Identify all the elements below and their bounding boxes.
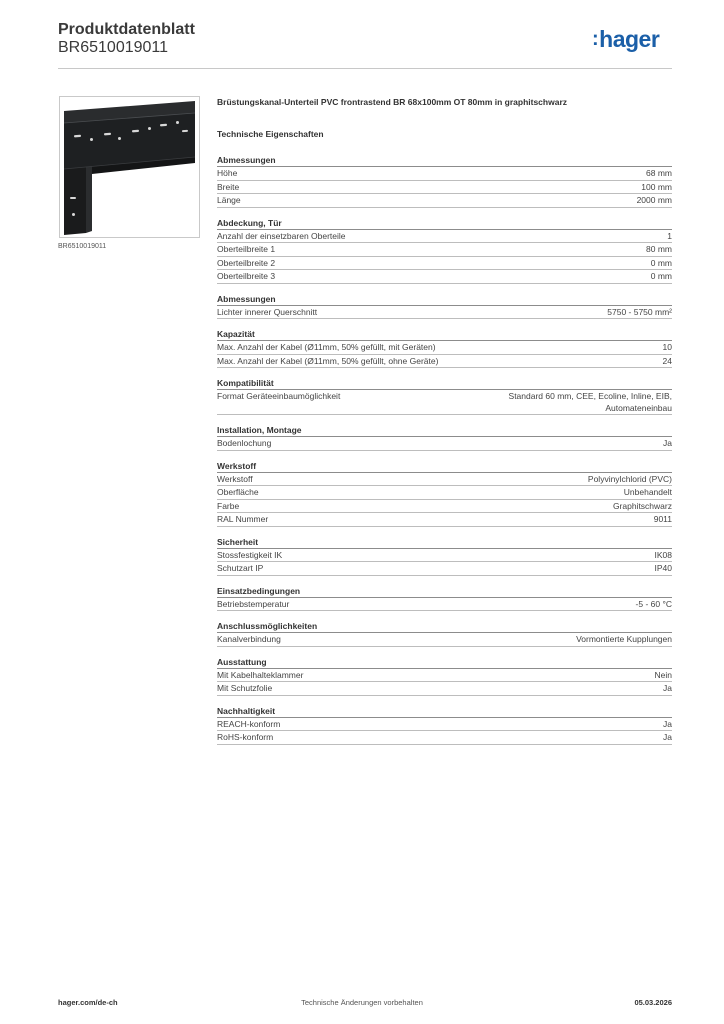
- property-label: RoHS-konform: [217, 732, 274, 742]
- property-label: Lichter innerer Querschnitt: [217, 306, 318, 317]
- property-label: Anzahl der einsetzbaren Oberteile: [217, 230, 346, 241]
- property-section: [217, 536, 672, 576]
- property-value: 1: [667, 230, 672, 241]
- property-label: Breite: [217, 181, 240, 192]
- property-section: [217, 705, 672, 745]
- property-row: [217, 355, 672, 369]
- property-value: 68 mm: [646, 168, 672, 178]
- property-label: Max. Anzahl der Kabel (Ø11mm, 50% gefüllt, ohne Geräte): [217, 355, 439, 366]
- property-value: 10: [662, 342, 672, 352]
- property-row: [217, 306, 672, 320]
- property-label: RAL Nummer: [217, 514, 269, 524]
- property-label: Oberteilbreite 3: [217, 271, 276, 281]
- property-row: [217, 513, 672, 527]
- property-row: [217, 390, 672, 415]
- property-value: -5 - 60 °C: [635, 598, 672, 609]
- property-row: [217, 243, 672, 257]
- property-row: [217, 181, 672, 195]
- section-heading: Werkstoff: [217, 460, 672, 473]
- property-row: [217, 167, 672, 181]
- property-label: Mit Kabelhalteklammer: [217, 669, 304, 680]
- property-label: Schutzart IP: [217, 563, 264, 573]
- section-heading: Abmessungen: [217, 293, 672, 306]
- property-label: Betriebstemperatur: [217, 598, 290, 609]
- property-label: Stossfestigkeit IK: [217, 549, 283, 560]
- property-section: [217, 460, 672, 527]
- property-value: Ja: [663, 732, 672, 742]
- section-heading: Nachhaltigkeit: [217, 705, 672, 718]
- section-heading: Abmessungen: [217, 154, 672, 167]
- property-row: [217, 500, 672, 514]
- property-value: Nein: [654, 669, 672, 680]
- property-row: [217, 598, 672, 612]
- property-value: 9011: [653, 514, 672, 524]
- property-row: [217, 718, 672, 732]
- footer-notice: Technische Änderungen vorbehalten: [301, 998, 423, 1007]
- property-section: [217, 656, 672, 696]
- section-heading: Kapazität: [217, 328, 672, 341]
- product-title: Brüstungskanal-Unterteil PVC frontrastend BR 68x100mm OT 80mm in graphitschwarz: [217, 97, 568, 107]
- property-label: Oberfläche: [217, 487, 259, 497]
- property-label: Oberteilbreite 1: [217, 244, 276, 254]
- main-content: [217, 96, 672, 754]
- section-heading: Ausstattung: [217, 656, 672, 669]
- property-label: Farbe: [217, 500, 240, 511]
- property-row: [217, 341, 672, 355]
- property-row: [217, 473, 672, 487]
- property-value: Polyvinylchlorid (PVC): [587, 473, 672, 484]
- property-section: [217, 328, 672, 368]
- property-section: [217, 585, 672, 612]
- property-label: Oberteilbreite 2: [217, 257, 276, 268]
- property-value: Ja: [663, 438, 672, 448]
- property-value: 0 mm: [650, 271, 672, 281]
- section-heading: Abdeckung, Tür: [217, 217, 672, 230]
- logo-colon-mark: :: [592, 28, 599, 50]
- property-section: [217, 424, 672, 451]
- property-section: [217, 217, 672, 284]
- section-heading: Anschlussmöglichkeiten: [217, 620, 672, 633]
- section-heading: Kompatibilität: [217, 377, 672, 390]
- property-value: 24: [662, 355, 672, 366]
- property-value: Vormontierte Kupplungen: [576, 634, 672, 644]
- property-row: [217, 562, 672, 576]
- property-row: [217, 486, 672, 500]
- property-row: [217, 194, 672, 208]
- property-value: 2000 mm: [636, 195, 672, 205]
- property-value: IK08: [654, 549, 672, 560]
- property-label: Werkstoff: [217, 473, 253, 484]
- property-section: [217, 620, 672, 647]
- section-heading: Einsatzbedingungen: [217, 585, 672, 598]
- property-section: [217, 154, 672, 208]
- property-row: [217, 270, 672, 284]
- logo-text: hager: [599, 26, 660, 52]
- property-row: [217, 669, 672, 683]
- image-caption: BR6510019011: [58, 243, 107, 250]
- property-sections: [217, 154, 672, 745]
- property-label: Höhe: [217, 168, 238, 178]
- product-image: [59, 96, 200, 238]
- property-row: [217, 731, 672, 745]
- property-row: [217, 633, 672, 647]
- property-value: IP40: [654, 563, 672, 573]
- header-divider: [58, 68, 672, 69]
- property-section: [217, 377, 672, 415]
- property-row: [217, 549, 672, 563]
- properties-heading: Technische Eigenschaften: [217, 129, 324, 139]
- property-row: [217, 437, 672, 451]
- property-value: Graphitschwarz: [612, 500, 672, 511]
- property-value: Ja: [663, 718, 672, 729]
- footer-date: 05.03.2026: [634, 998, 672, 1007]
- property-value: Standard 60 mm, CEE, Ecoline, Inline, EIB, Automateneinbau: [508, 391, 672, 413]
- property-section: [217, 293, 672, 320]
- property-row: [217, 230, 672, 244]
- page-title: Produktdatenblatt: [58, 21, 195, 38]
- property-row: [217, 257, 672, 271]
- property-row: [217, 682, 672, 696]
- property-label: Kanalverbindung: [217, 634, 281, 644]
- property-label: REACH-konform: [217, 718, 281, 729]
- section-heading: Installation, Montage: [217, 424, 672, 437]
- property-label: Mit Schutzfolie: [217, 683, 273, 693]
- property-value: Unbehandelt: [623, 487, 672, 497]
- footer-website[interactable]: hager.com/de-ch: [58, 998, 118, 1007]
- property-value: 80 mm: [646, 244, 672, 254]
- property-value: 100 mm: [641, 181, 672, 192]
- hager-logo: [592, 28, 659, 51]
- property-label: Bodenlochung: [217, 438, 272, 448]
- product-number: BR6510019011: [58, 39, 169, 56]
- property-label: Max. Anzahl der Kabel (Ø11mm, 50% gefüllt, mit Geräten): [217, 342, 436, 352]
- property-value: Ja: [663, 683, 672, 693]
- section-heading: Sicherheit: [217, 536, 672, 549]
- property-value: 0 mm: [650, 257, 672, 268]
- property-label: Format Geräteeinbaumöglichkeit: [217, 391, 341, 401]
- property-value: 5750 - 5750 mm²: [607, 306, 672, 317]
- property-label: Länge: [217, 195, 241, 205]
- cable-duct-illustration: [60, 97, 199, 237]
